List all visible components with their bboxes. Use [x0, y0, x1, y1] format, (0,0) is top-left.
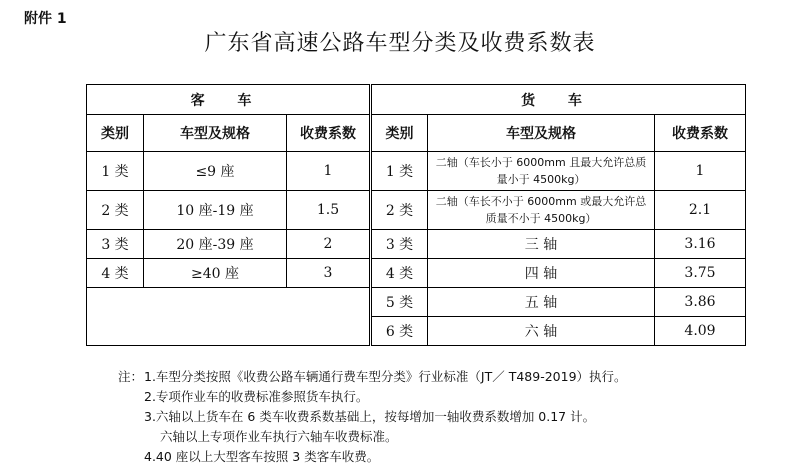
passenger-coef: 3 [287, 259, 371, 288]
note-text: 六轴以上专项作业车执行六轴车收费标准。 [160, 429, 398, 444]
freight-col-class: 类别 [371, 115, 428, 152]
freight-spec: 五 轴 [428, 288, 655, 317]
freight-coef: 1 [655, 152, 746, 191]
passenger-class: 4 类 [87, 259, 144, 288]
note-text: 4.40 座以上大型客车按照 3 类客车收费。 [144, 449, 380, 464]
passenger-coef: 1 [287, 152, 371, 191]
passenger-spec: ≤9 座 [144, 152, 287, 191]
freight-class: 2 类 [371, 191, 428, 230]
table-row [87, 259, 746, 288]
freight-coef: 3.16 [655, 230, 746, 259]
note-line [118, 387, 627, 407]
notes-block [118, 367, 627, 467]
passenger-spec: 10 座-19 座 [144, 191, 287, 230]
freight-coef: 4.09 [655, 317, 746, 346]
freight-coef: 3.75 [655, 259, 746, 288]
note-line [118, 367, 627, 387]
passenger-group-header: 客 车 [87, 85, 371, 115]
passenger-col-coef: 收费系数 [287, 115, 371, 152]
freight-class: 1 类 [371, 152, 428, 191]
note-text: 2.专项作业车的收费标准参照货车执行。 [144, 389, 369, 404]
freight-spec: 四 轴 [428, 259, 655, 288]
document-title: 广东省高速公路车型分类及收费系数表 [204, 31, 596, 56]
passenger-col-spec: 车型及规格 [144, 115, 287, 152]
freight-col-spec: 车型及规格 [428, 115, 655, 152]
notes-label: 注： [118, 369, 144, 384]
freight-class: 3 类 [371, 230, 428, 259]
passenger-class: 3 类 [87, 230, 144, 259]
freight-class: 6 类 [371, 317, 428, 346]
group-header-row [87, 85, 746, 115]
freight-spec: 二轴（车长不小于 6000mm 或最大允许总质量不小于 4500kg） [428, 191, 655, 230]
fee-coefficient-table [86, 84, 746, 346]
freight-col-coef: 收费系数 [655, 115, 746, 152]
freight-coef: 3.86 [655, 288, 746, 317]
freight-spec: 三 轴 [428, 230, 655, 259]
freight-class: 4 类 [371, 259, 428, 288]
attachment-label: 附件 1 [24, 11, 67, 27]
note-line [118, 407, 627, 427]
passenger-spec: ≥40 座 [144, 259, 287, 288]
table-row [87, 152, 746, 191]
passenger-class: 2 类 [87, 191, 144, 230]
passenger-coef: 1.5 [287, 191, 371, 230]
note-line [118, 427, 627, 447]
freight-spec: 六 轴 [428, 317, 655, 346]
note-text: 3.六轴以上货车在 6 类车收费系数基础上，按每增加一轴收费系数增加 0.17 计。 [144, 409, 596, 424]
freight-class: 5 类 [371, 288, 428, 317]
note-text: 1.车型分类按照《收费公路车辆通行费车型分类》行业标准（JT／ T489-2019）执行。 [144, 369, 627, 384]
empty-passenger-cell [87, 288, 371, 346]
table-row [87, 230, 746, 259]
freight-group-header: 货 车 [371, 85, 746, 115]
table-row [87, 191, 746, 230]
freight-coef: 2.1 [655, 191, 746, 230]
passenger-col-class: 类别 [87, 115, 144, 152]
passenger-spec: 20 座-39 座 [144, 230, 287, 259]
table-row [87, 288, 746, 317]
note-line [118, 447, 627, 467]
column-header-row [87, 115, 746, 152]
passenger-class: 1 类 [87, 152, 144, 191]
freight-spec: 二轴（车长小于 6000mm 且最大允许总质量小于 4500kg） [428, 152, 655, 191]
passenger-coef: 2 [287, 230, 371, 259]
